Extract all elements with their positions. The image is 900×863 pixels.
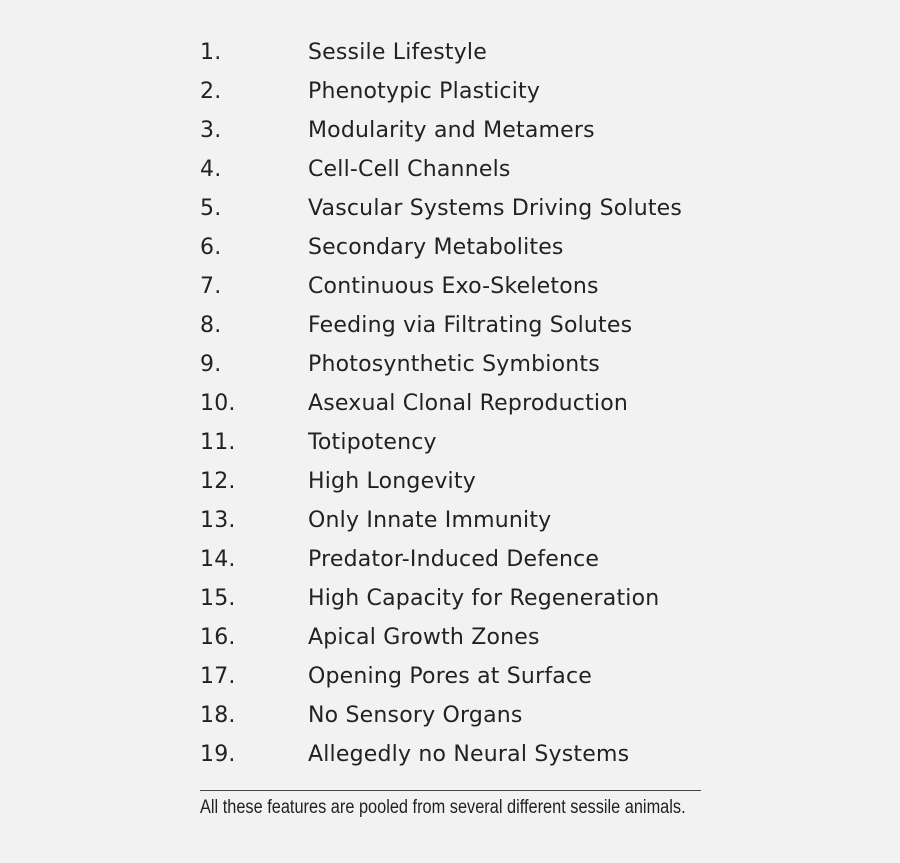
item-text: Phenotypic Plasticity — [308, 79, 541, 104]
item-text: Cell-Cell Channels — [308, 157, 511, 182]
item-text: High Capacity for Regeneration — [308, 586, 660, 611]
item-number: 12. — [200, 469, 236, 494]
item-number: 9. — [200, 352, 222, 377]
item-text: No Sensory Organs — [308, 703, 523, 728]
list-item — [200, 150, 720, 189]
list-item — [200, 579, 720, 618]
item-text: Apical Growth Zones — [308, 625, 540, 650]
item-number: 2. — [200, 79, 222, 104]
item-number: 10. — [200, 391, 236, 416]
list-item — [200, 228, 720, 267]
list-item — [200, 462, 720, 501]
list-item — [200, 501, 720, 540]
item-text: Continuous Exo-Skeletons — [308, 274, 599, 299]
item-text: Sessile Lifestyle — [308, 40, 487, 65]
item-text: Predator-Induced Defence — [308, 547, 600, 572]
list-item — [200, 189, 720, 228]
item-number: 3. — [200, 118, 222, 143]
item-number: 14. — [200, 547, 236, 572]
item-number: 5. — [200, 196, 222, 221]
list-item — [200, 33, 720, 72]
list-item — [200, 540, 720, 579]
item-text: Photosynthetic Symbionts — [308, 352, 600, 377]
list-item — [200, 735, 720, 774]
footnote: All these features are pooled from several different sessile animals. — [200, 797, 686, 818]
list-item — [200, 111, 720, 150]
feature-list — [200, 33, 720, 774]
list-item — [200, 696, 720, 735]
item-text: Totipotency — [308, 430, 437, 455]
item-number: 7. — [200, 274, 222, 299]
item-text: High Longevity — [308, 469, 476, 494]
list-item — [200, 384, 720, 423]
item-text: Allegedly no Neural Systems — [308, 742, 630, 767]
item-text: Only Innate Immunity — [308, 508, 552, 533]
item-number: 1. — [200, 40, 222, 65]
divider-rule — [200, 790, 701, 791]
item-text: Secondary Metabolites — [308, 235, 564, 260]
item-number: 4. — [200, 157, 222, 182]
item-text: Opening Pores at Surface — [308, 664, 592, 689]
list-item — [200, 618, 720, 657]
item-number: 15. — [200, 586, 236, 611]
item-number: 18. — [200, 703, 236, 728]
item-number: 19. — [200, 742, 236, 767]
item-text: Asexual Clonal Reproduction — [308, 391, 629, 416]
item-number: 11. — [200, 430, 236, 455]
item-text: Feeding via Filtrating Solutes — [308, 313, 633, 338]
item-number: 16. — [200, 625, 236, 650]
item-text: Vascular Systems Driving Solutes — [308, 196, 683, 221]
list-item — [200, 306, 720, 345]
item-text: Modularity and Metamers — [308, 118, 595, 143]
list-item — [200, 72, 720, 111]
list-item — [200, 267, 720, 306]
list-item — [200, 657, 720, 696]
list-item — [200, 423, 720, 462]
item-number: 8. — [200, 313, 222, 338]
list-item — [200, 345, 720, 384]
item-number: 13. — [200, 508, 236, 533]
item-number: 17. — [200, 664, 236, 689]
item-number: 6. — [200, 235, 222, 260]
